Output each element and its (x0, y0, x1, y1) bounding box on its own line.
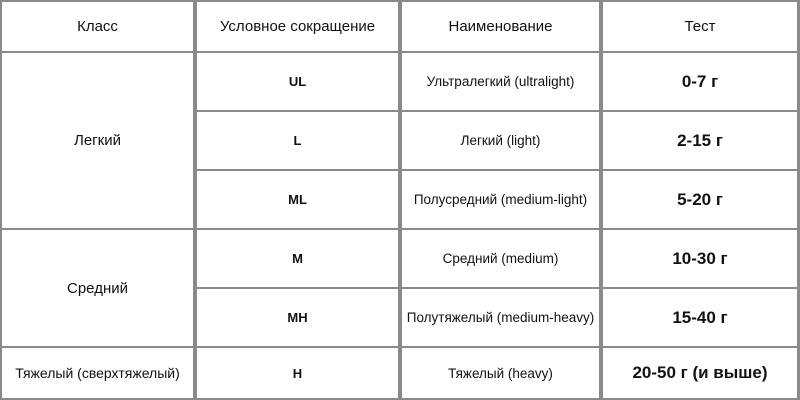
name-cell: Средний (medium) (442, 251, 559, 266)
name-cell: Полусредний (medium-light) (413, 192, 588, 207)
test-cell: 2-15 г (677, 130, 723, 150)
abbr-cell: ML (288, 192, 307, 207)
name-cell: Тяжелый (heavy) (448, 365, 553, 381)
test-cell: 5-20 г (677, 189, 723, 209)
name-cell: Ультралегкий (ultralight) (426, 74, 575, 89)
abbr-cell: H (292, 365, 303, 381)
class-light: Легкий (74, 132, 121, 149)
header-test: Тест (684, 18, 716, 35)
name-cell: Полутяжелый (medium-heavy) (406, 310, 595, 325)
abbr-cell: L (293, 133, 302, 148)
header-name: Наименование (448, 18, 553, 35)
header-abbreviation: Условное сокращение (219, 18, 376, 35)
name-cell: Легкий (light) (460, 133, 541, 148)
abbr-cell: MH (287, 310, 308, 325)
test-cell: 10-30 г (672, 248, 728, 268)
test-cell: 20-50 г (и выше) (632, 363, 768, 382)
abbr-cell: UL (288, 74, 307, 89)
test-cell: 0-7 г (681, 71, 719, 91)
class-medium: Средний (67, 279, 128, 297)
header-class: Класс (77, 18, 118, 35)
abbr-cell: M (292, 251, 303, 266)
test-cell: 15-40 г (672, 307, 728, 327)
class-heavy: Тяжелый (сверхтяжелый) (15, 365, 180, 381)
